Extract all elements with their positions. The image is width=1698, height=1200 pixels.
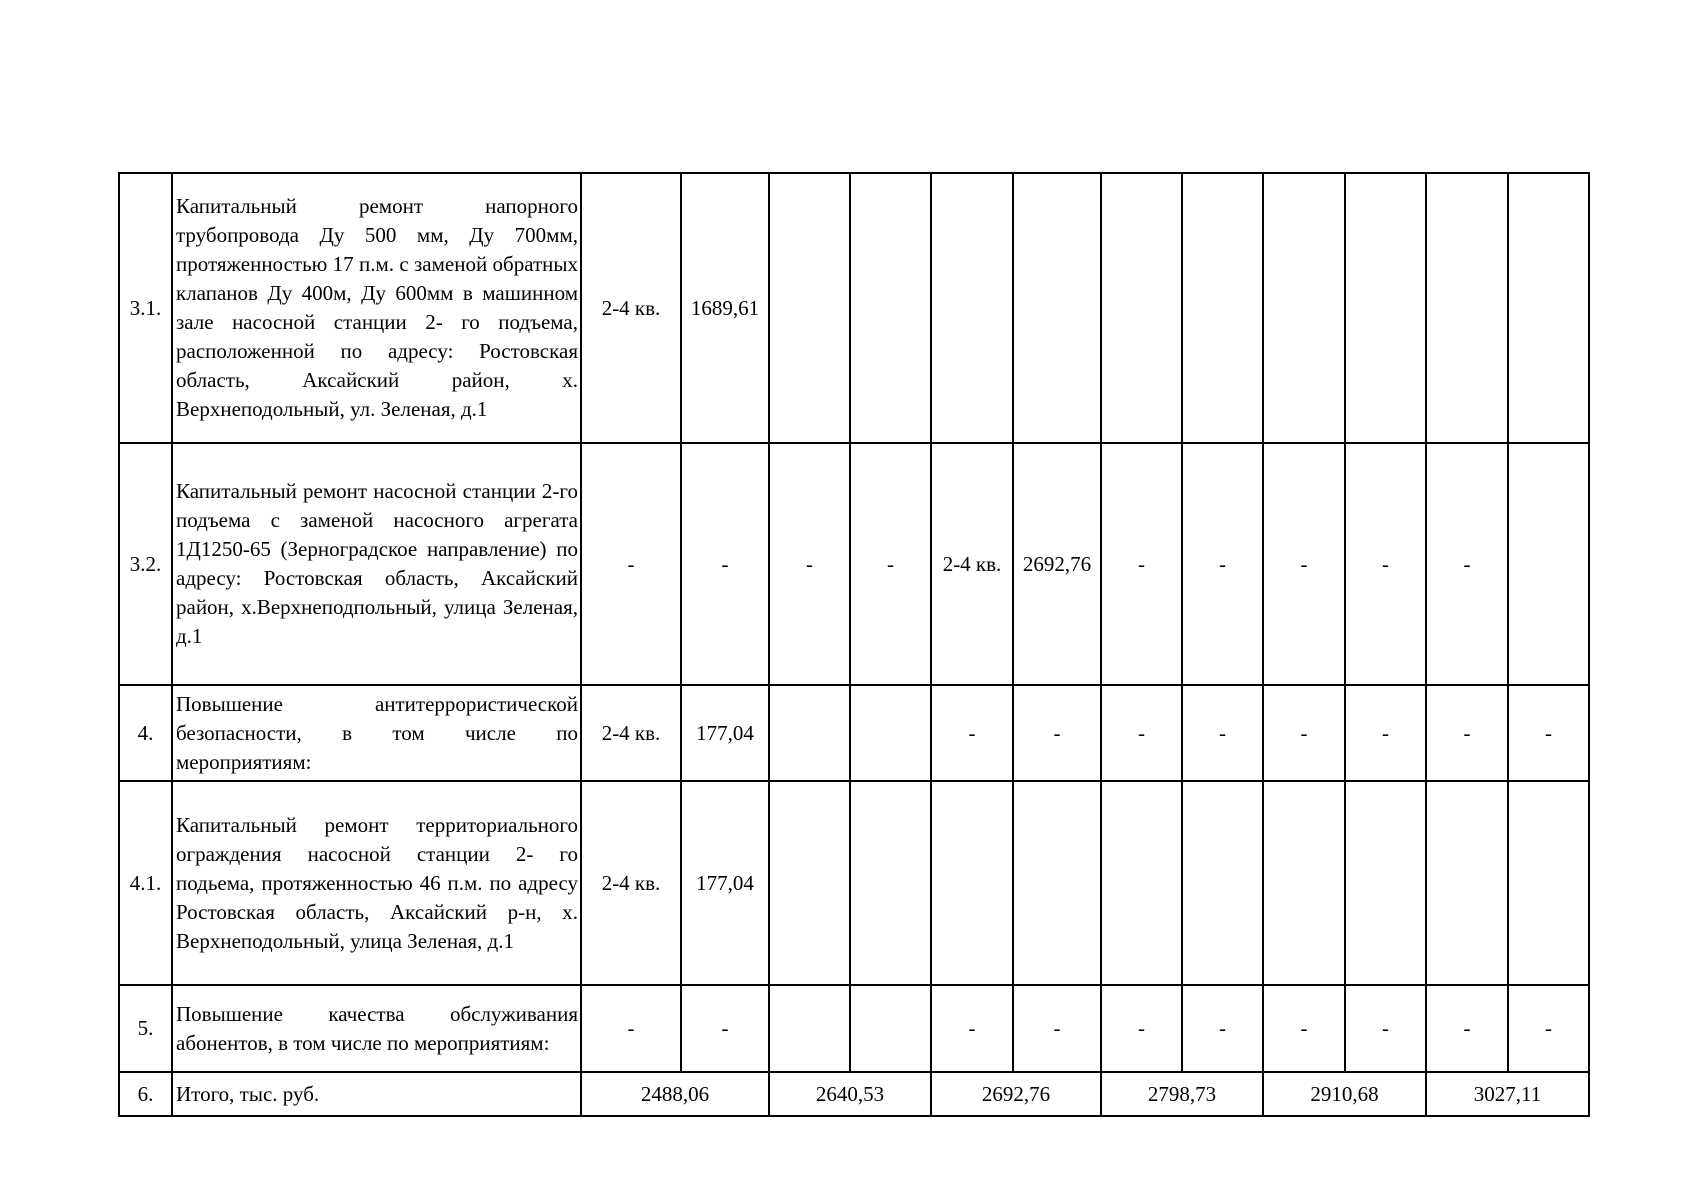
table-cell: 2-4 кв. <box>581 781 681 985</box>
table-cell: - <box>1182 443 1263 685</box>
table-row <box>119 173 1589 443</box>
table-cell <box>1182 173 1263 443</box>
row-description: Капитальный ремонт территориального ограждения насосной станции 2- го подьема, протяженностью 46 п.м. по адресу Ростовская область, Аксайский р-н, х. Верхнеподольный, улица Зеленая, д.1 <box>172 781 581 985</box>
table-cell: - <box>1508 685 1589 781</box>
table-cell: - <box>1426 443 1508 685</box>
total-value: 2798,73 <box>1101 1072 1263 1116</box>
table-cell <box>1508 173 1589 443</box>
table-cell <box>769 173 850 443</box>
table-cell <box>1508 443 1589 685</box>
table-cell: 2-4 кв. <box>931 443 1013 685</box>
row-description: Повышение качества обслуживания абонентов, в том числе по мероприятиям: <box>172 985 581 1072</box>
table-cell: - <box>1182 685 1263 781</box>
table-cell <box>931 173 1013 443</box>
table-cell: - <box>1013 685 1101 781</box>
table-cell: - <box>1101 443 1182 685</box>
table-cell: - <box>1426 685 1508 781</box>
table-cell: - <box>931 685 1013 781</box>
table-cell: 177,04 <box>681 781 769 985</box>
table-cell: 2-4 кв. <box>581 685 681 781</box>
row-description: Капитальный ремонт напорного трубопровода Ду 500 мм, Ду 700мм, протяженностью 17 п.м. с заменой обратных клапанов Ду 400м, Ду 600мм в машинном зале насосной станции 2- го подъема, расположенной по адресу: Ростовская область, Аксайский район, х. Верхнеподольный, ул. Зеленая, д.1 <box>172 173 581 443</box>
table-cell <box>1013 173 1101 443</box>
table-row <box>119 781 1589 985</box>
table-cell: - <box>581 443 681 685</box>
table-row <box>119 985 1589 1072</box>
table-cell <box>850 781 931 985</box>
table-cell <box>1101 781 1182 985</box>
row-number: 6. <box>119 1072 172 1116</box>
row-description: Повышение антитеррористической безопасности, в том числе по мероприятиям: <box>172 685 581 781</box>
table-cell: - <box>1182 985 1263 1072</box>
table-cell: - <box>1263 685 1345 781</box>
total-row <box>119 1072 1589 1116</box>
table-cell: - <box>1263 443 1345 685</box>
table-cell: 2-4 кв. <box>581 173 681 443</box>
table-cell: - <box>1263 985 1345 1072</box>
table-cell <box>1426 781 1508 985</box>
table-cell <box>1345 173 1426 443</box>
total-value: 2640,53 <box>769 1072 931 1116</box>
table-cell <box>769 685 850 781</box>
table-cell <box>1013 781 1101 985</box>
table-cell <box>769 781 850 985</box>
table-cell: 2692,76 <box>1013 443 1101 685</box>
table-cell: - <box>1345 443 1426 685</box>
table-cell: 177,04 <box>681 685 769 781</box>
table-cell: - <box>850 443 931 685</box>
total-value: 2692,76 <box>931 1072 1101 1116</box>
table-cell: - <box>1101 685 1182 781</box>
total-value: 2910,68 <box>1263 1072 1426 1116</box>
table-cell: - <box>1101 985 1182 1072</box>
table-cell <box>1182 781 1263 985</box>
table-cell: - <box>681 443 769 685</box>
table-cell: - <box>1426 985 1508 1072</box>
table-cell: - <box>581 985 681 1072</box>
table-cell: - <box>931 985 1013 1072</box>
total-value: 2488,06 <box>581 1072 769 1116</box>
table-cell <box>1101 173 1182 443</box>
row-number: 4.1. <box>119 781 172 985</box>
table-cell: - <box>681 985 769 1072</box>
total-label: Итого, тыс. руб. <box>172 1072 581 1116</box>
table-cell: - <box>1345 685 1426 781</box>
table-cell <box>1345 781 1426 985</box>
table-cell <box>769 985 850 1072</box>
table-cell <box>931 781 1013 985</box>
row-number: 5. <box>119 985 172 1072</box>
row-number: 4. <box>119 685 172 781</box>
table-cell <box>1263 781 1345 985</box>
table-row <box>119 685 1589 781</box>
table-cell: 1689,61 <box>681 173 769 443</box>
table-cell <box>850 685 931 781</box>
table-cell <box>850 173 931 443</box>
table-row <box>119 443 1589 685</box>
row-description: Капитальный ремонт насосной станции 2-го подъема с заменой насосного агрегата 1Д1250-65 (Зерноградское направление) по адресу: Ростовская область, Аксайский район, х.Верхнеподпольный, улица Зеленая, д.1 <box>172 443 581 685</box>
table-cell: - <box>1013 985 1101 1072</box>
table-cell: - <box>769 443 850 685</box>
row-number: 3.2. <box>119 443 172 685</box>
investment-plan-table <box>118 172 1590 1117</box>
total-value: 3027,11 <box>1426 1072 1589 1116</box>
row-number: 3.1. <box>119 173 172 443</box>
table-cell <box>1508 781 1589 985</box>
table-cell <box>1263 173 1345 443</box>
table-cell <box>1426 173 1508 443</box>
table-cell: - <box>1345 985 1426 1072</box>
table-cell <box>850 985 931 1072</box>
table-cell: - <box>1508 985 1589 1072</box>
